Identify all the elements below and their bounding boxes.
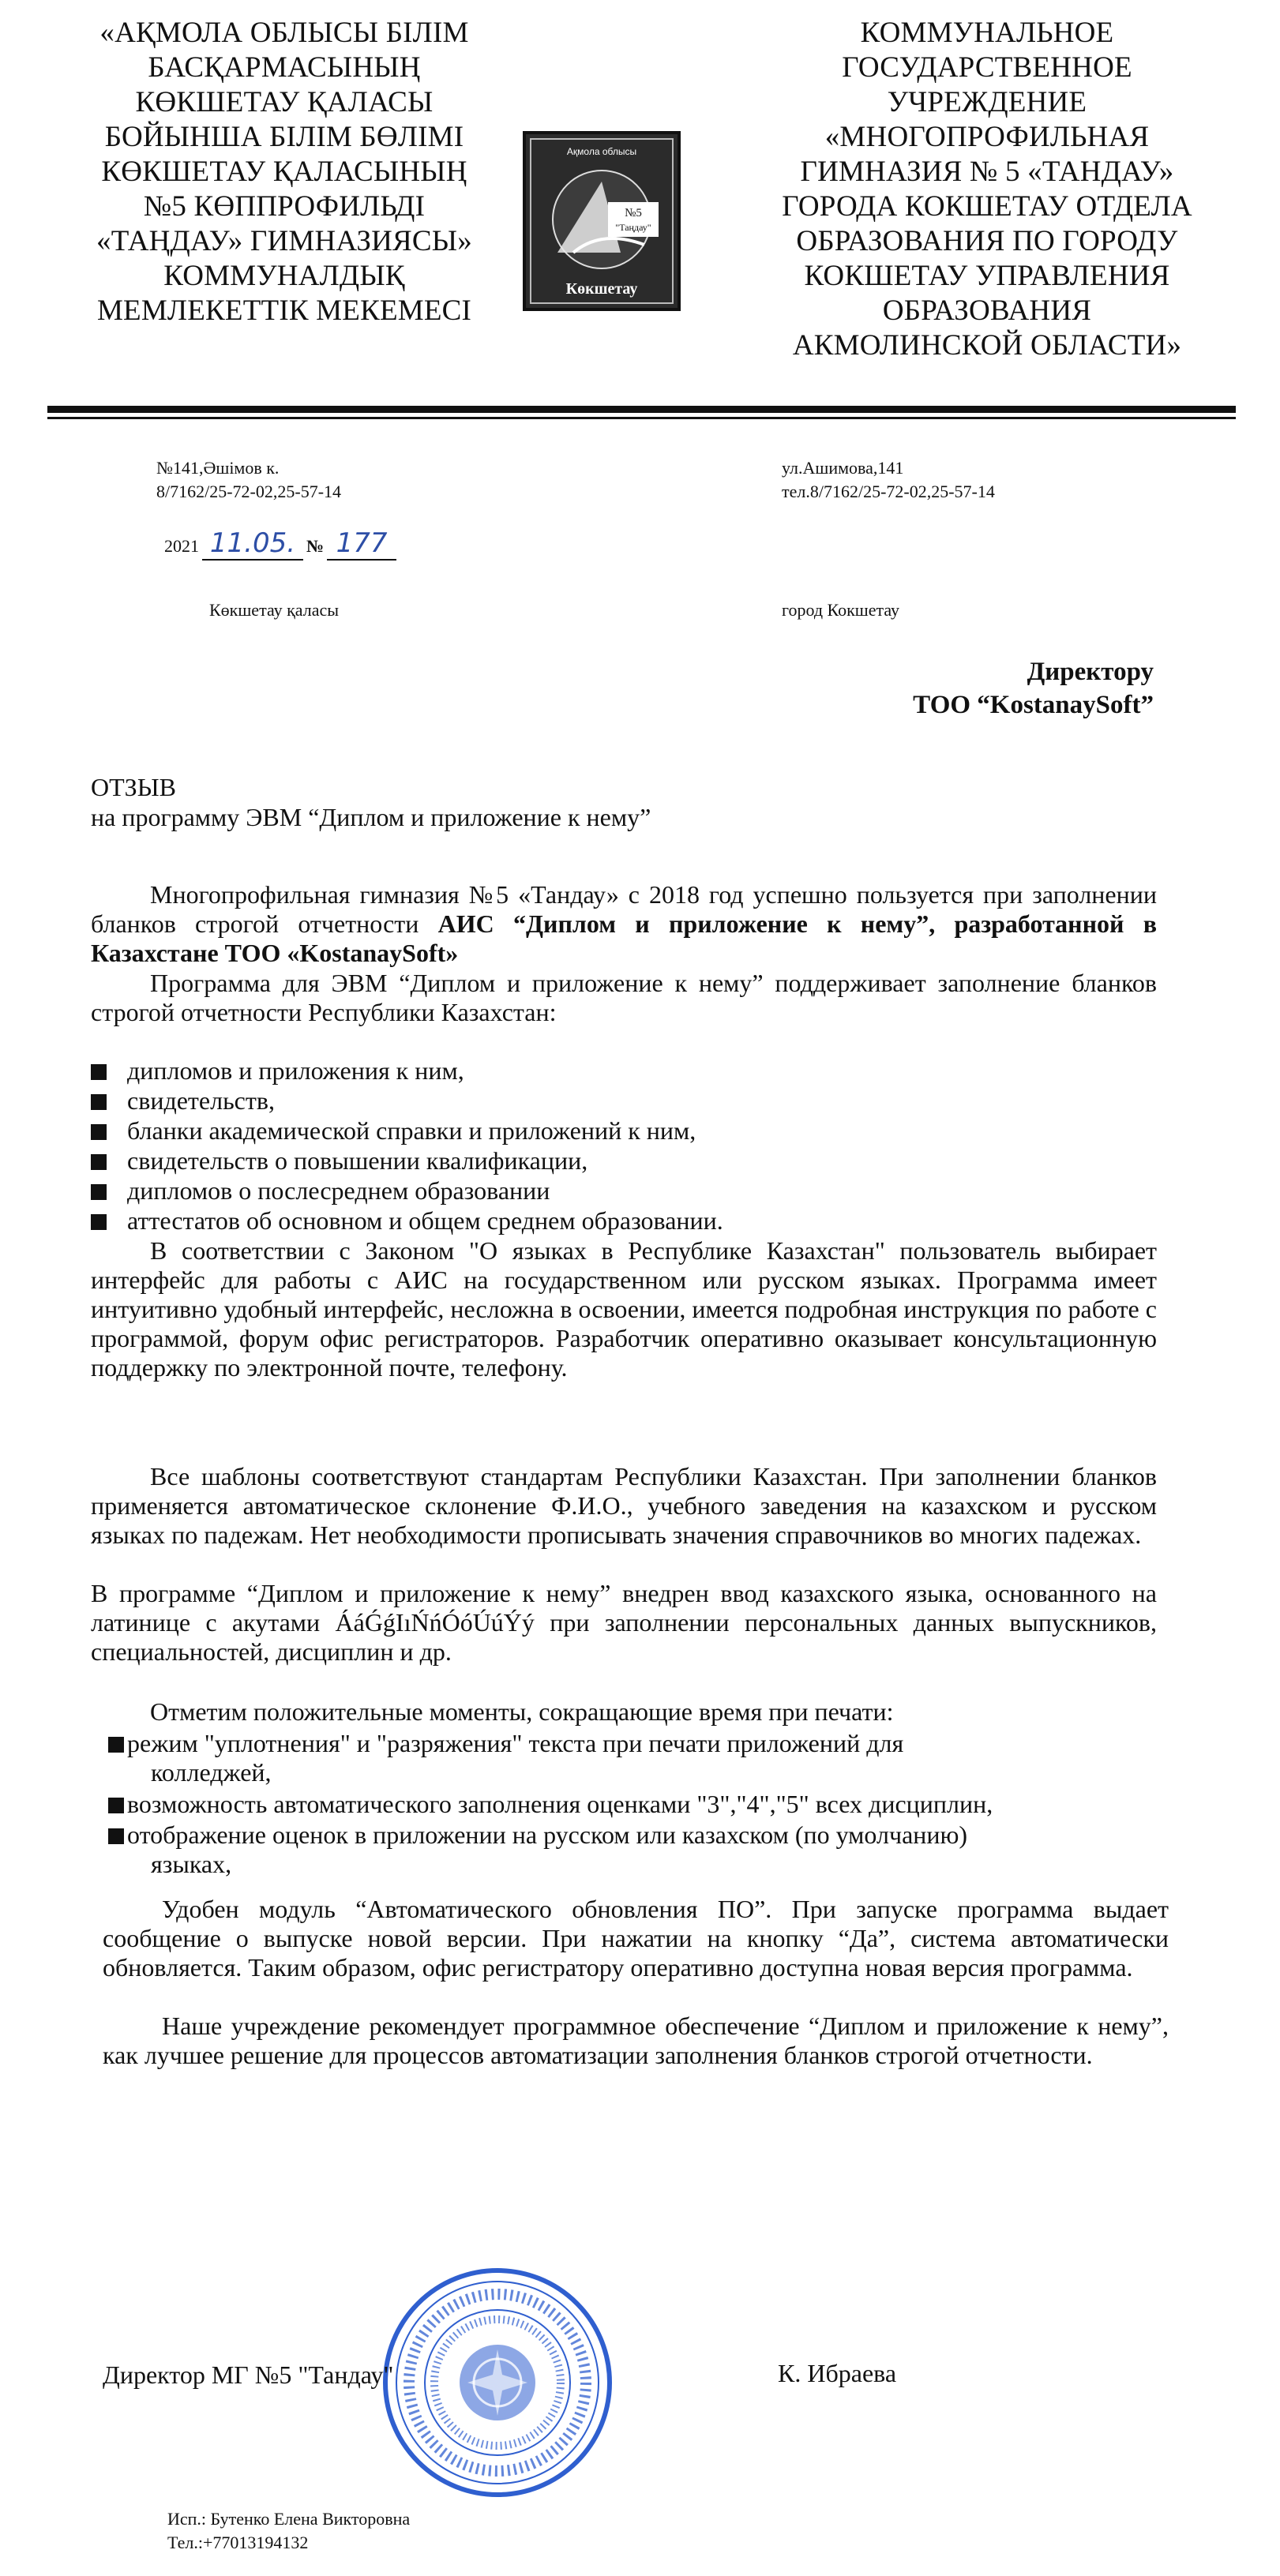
header-line: «МНОГОПРОФИЛЬНАЯ xyxy=(824,121,1150,153)
paragraph-latin-input xyxy=(91,1579,1157,1667)
header-line: ОБРАЗОВАНИЯ ПО ГОРОДУ xyxy=(796,225,1178,257)
languages-text: В соответствии с Законом "О языках в Республике Казахстан" пользователь выбирает интерфейс для работы с АИС на государственном или русском языках. Программа имеет интуитивно удобный интерфейс, несложна в освоении, имеется подробная инструкция по работе с программой, форум офис регистраторов. Разработчик оперативно оказывает консультационную поддержку по электронной почте, телефону. xyxy=(91,1236,1157,1382)
list-item xyxy=(91,1176,550,1206)
square-bullet-icon xyxy=(108,1737,124,1753)
handwritten-number-field xyxy=(327,527,396,561)
header-line: «АҚМОЛА ОБЛЫСЫ БІЛІМ xyxy=(99,17,469,49)
handwritten-date: 11.05. xyxy=(209,527,296,559)
header-line: УЧРЕЖДЕНИЕ xyxy=(887,86,1087,118)
header-kazakh-name xyxy=(47,16,521,328)
square-bullet-icon xyxy=(91,1124,107,1140)
logo-top-text: Ақмола облысы xyxy=(566,146,637,157)
header-line: МЕМЛЕКЕТТІК МЕКЕМЕСІ xyxy=(96,294,472,327)
header-line: БОЙЫНША БІЛІМ БӨЛІМІ xyxy=(104,121,464,153)
header-line: БАСҚАРМАСЫНЫҢ xyxy=(148,51,421,84)
list-item-text: аттестатов об основном и общем среднем образовании. xyxy=(127,1206,723,1235)
header-line: ГОСУДАРСТВЕННОЕ xyxy=(842,51,1132,84)
recipient-position: Директору xyxy=(1027,658,1154,686)
square-bullet-icon xyxy=(91,1094,107,1110)
list-item-text: режим "уплотнения" и "разряжения" текста при печати приложений для xyxy=(127,1729,904,1757)
title-heading: ОТЗЫВ xyxy=(91,773,176,801)
paragraph-auto-update xyxy=(103,1895,1169,1982)
right-address: ул.Ашимова,141 xyxy=(782,458,904,478)
right-city: город Кокшетау xyxy=(782,600,900,620)
right-phone: тел.8/7162/25-72-02,25-57-14 xyxy=(782,482,995,501)
left-phone: 8/7162/25-72-02,25-57-14 xyxy=(156,482,342,501)
list-item-text: возможность автоматического заполнения оценками "3","4","5" всех дисциплин, xyxy=(127,1790,993,1818)
intro-bold-product: АИС “Диплом и приложение к нему”, разработанной в Казахстане ТОО «KostanaySoft» xyxy=(91,909,1158,967)
print-benefits-text: Отметим положительные моменты, сокращающие время при печати: xyxy=(150,1697,894,1726)
signatory-name: К. Ибраева xyxy=(778,2359,897,2387)
header-line: ГИМНАЗИЯ № 5 «ТАНДАУ» xyxy=(800,156,1174,188)
logo-badge-name: "Таңдау" xyxy=(615,222,651,233)
auto-update-text: Удобен модуль “Автоматического обновления ПО”. При запуске программа выдает сообщение о выпуске новой версии. При нажатии на кнопку “Да”, система автоматически обновляется. Таким образом, офис регистратору оперативно доступна новая версия программа. xyxy=(103,1895,1169,1982)
square-bullet-icon xyxy=(91,1214,107,1230)
list-item xyxy=(91,1086,275,1116)
paragraph-templates xyxy=(91,1462,1157,1550)
header-line: «ТАҢДАУ» ГИМНАЗИЯСЫ» xyxy=(96,225,472,257)
list-item xyxy=(108,1729,1166,1787)
header-divider-thin xyxy=(47,417,1236,419)
list-item xyxy=(108,1790,1166,1819)
left-city: Көкшетау қаласы xyxy=(209,600,340,620)
header-line: КОММУНАЛЬНОЕ xyxy=(860,17,1114,49)
header-line: КӨКШЕТАУ ҚАЛАСЫ xyxy=(135,86,434,118)
header-line: ОБРАЗОВАНИЯ xyxy=(882,294,1092,327)
recipient-block xyxy=(913,655,1154,722)
list-item-text: дипломов о послесреднем образовании xyxy=(127,1176,550,1205)
handwritten-number: 177 xyxy=(336,527,388,559)
square-bullet-icon xyxy=(108,1828,124,1844)
header-russian-name xyxy=(758,16,1216,363)
list-item xyxy=(91,1206,723,1236)
square-bullet-icon xyxy=(108,1798,124,1813)
paragraph-languages xyxy=(91,1236,1157,1382)
left-address: №141,Әшімов к. xyxy=(156,458,280,478)
list-item-text: отображение оценок в приложении на русском или казахском (по умолчанию) xyxy=(127,1820,968,1849)
square-bullet-icon xyxy=(91,1184,107,1200)
list-item-continuation: колледжей, xyxy=(151,1758,272,1787)
paragraph-supports xyxy=(91,969,1157,1027)
school-logo xyxy=(523,131,681,311)
list-item-text: свидетельств, xyxy=(127,1086,275,1115)
supports-text: Программа для ЭВМ “Диплом и приложение к нему” поддерживает заполнение бланков строгой отчетности Республики Казахстан: xyxy=(91,969,1157,1026)
signatory-title: Директор МГ №5 "Тандау" xyxy=(103,2360,394,2389)
header-divider-thick xyxy=(47,406,1236,413)
paragraph-recommendation xyxy=(103,2012,1169,2070)
list-item-text: бланки академической справки и приложений к ним, xyxy=(127,1116,696,1145)
header-line: ГОРОДА КОКШЕТАУ ОТДЕЛА xyxy=(782,190,1192,223)
list-item-text: свидетельств о повышении квалификации, xyxy=(127,1146,588,1175)
header-line: КӨКШЕТАУ ҚАЛАСЫНЫҢ xyxy=(101,156,467,188)
header-line: КОММУНАЛДЫҚ xyxy=(163,260,405,292)
logo-bottom-text: Көкшетау xyxy=(565,280,638,298)
intro-text: Многопрофильная гимназия №5 «Тандау» с 2018 год успешно пользуется при заполнении бланков строгой отчетности xyxy=(91,880,1157,938)
latin-input-text: В программе “Диплом и приложение к нему” внедрен ввод казахского языка, основанного на латинице с акутами ÁáǴǵIıŃńÓóÚúÝý при заполнении персональных данных выпускников, специальностей, дисциплин и др. xyxy=(91,1579,1157,1666)
list-item xyxy=(91,1056,464,1086)
list-item-continuation: языках, xyxy=(151,1850,232,1878)
header-line: №5 КӨППРОФИЛЬДІ xyxy=(143,190,426,223)
handwritten-date-field xyxy=(202,527,303,561)
header-line: АКМОЛИНСКОЙ ОБЛАСТИ» xyxy=(792,329,1182,362)
document-date-line xyxy=(164,527,396,561)
paragraph-print-benefits xyxy=(91,1697,1157,1727)
number-sign: № xyxy=(306,536,325,556)
templates-text: Все шаблоны соответствуют стандартам Республики Казахстан. При заполнении бланков применяется автоматическое склонение Ф.И.О., учебного заведения на казахском и русском языках по падежам. Нет необходимости прописывать значения справочников во многих падежах. xyxy=(91,1462,1157,1549)
list-item xyxy=(91,1146,587,1176)
list-item-text: дипломов и приложения к ним, xyxy=(127,1056,464,1085)
document-title xyxy=(91,772,651,832)
list-item xyxy=(91,1116,696,1146)
logo-badge-number: №5 xyxy=(625,207,642,219)
executor-phone: Тел.:+77013194132 xyxy=(167,2533,309,2552)
title-subject: на программу ЭВМ “Диплом и приложение к нему” xyxy=(91,803,651,831)
square-bullet-icon xyxy=(91,1154,107,1170)
square-bullet-icon xyxy=(91,1064,107,1080)
recommendation-text: Наше учреждение рекомендует программное обеспечение “Диплом и приложение к нему”, как лучшее решение для процессов автоматизации заполнения бланков строгой отчетности. xyxy=(103,2012,1169,2069)
executor-name: Исп.: Бутенко Елена Викторовна xyxy=(167,2509,411,2529)
paragraph-intro xyxy=(91,880,1157,968)
official-stamp xyxy=(379,2264,616,2501)
stamp-seal-icon xyxy=(379,2264,616,2501)
logo-emblem-icon xyxy=(526,134,678,308)
list-item xyxy=(108,1820,1166,1879)
document-year: 2021 xyxy=(164,536,199,556)
header-line: КОКШЕТАУ УПРАВЛЕНИЯ xyxy=(804,260,1170,292)
recipient-company: ТОО “KostanaySoft” xyxy=(913,691,1154,719)
